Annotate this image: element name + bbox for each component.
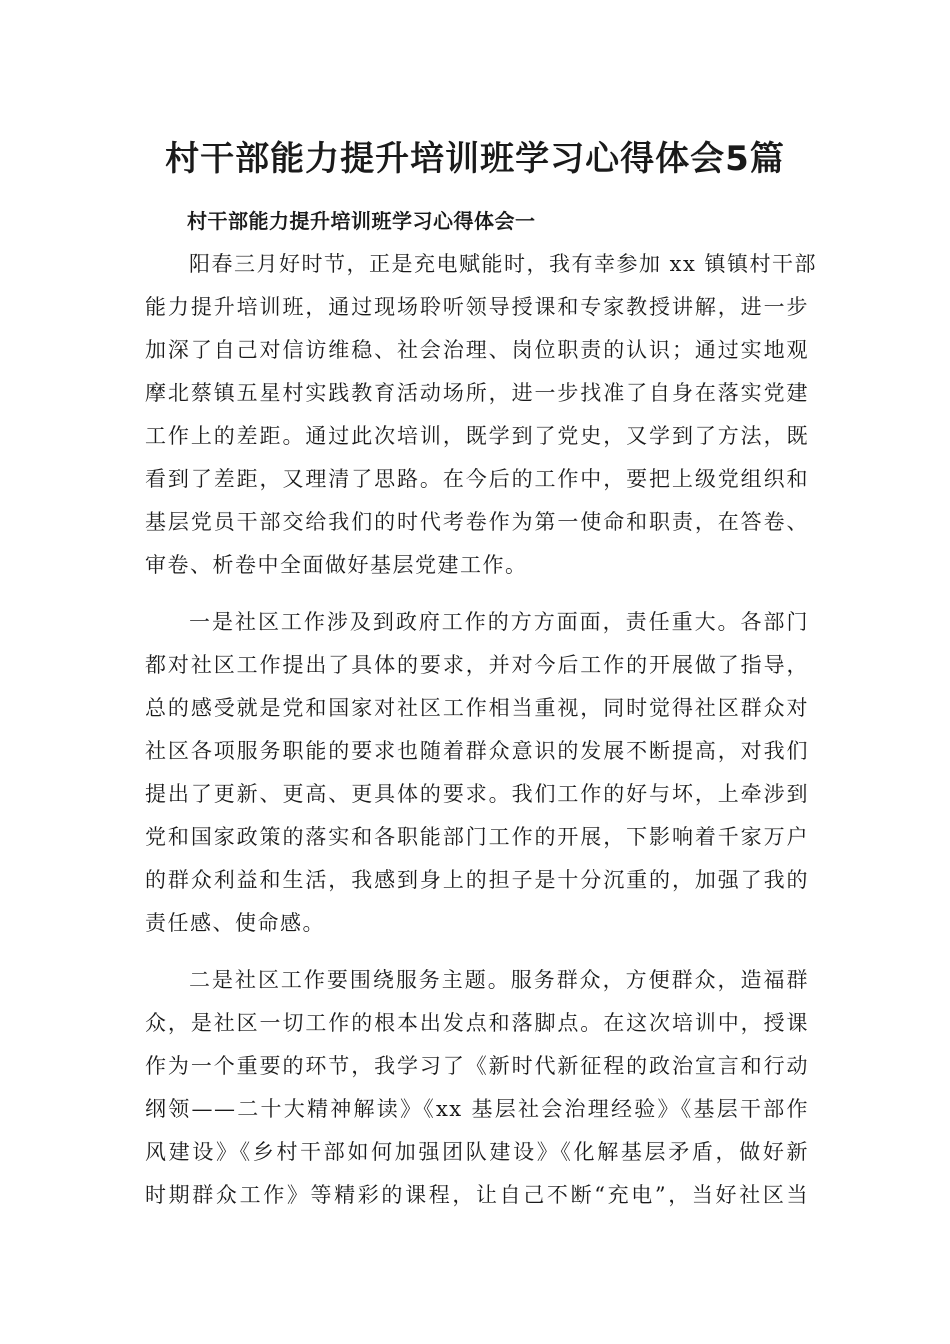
paragraph-3: [145, 959, 809, 1217]
paragraph-1: [145, 243, 818, 587]
paragraph-line: 社区各项服务职能的要求也随着群众意识的发展不断提高，对我们: [145, 739, 809, 763]
paragraph-line: 众，是社区一切工作的根本出发点和落脚点。在这次培训中，授课: [145, 1011, 809, 1035]
paragraph-line: 都对社区工作提出了具体的要求，并对今后工作的开展做了指导，: [145, 653, 809, 677]
paragraph-line: 能力提升培训班，通过现场聆听领导授课和专家教授讲解，进一步: [145, 295, 809, 319]
paragraph-line: 提出了更新、更高、更具体的要求。我们工作的好与坏，上牵涉到: [145, 782, 809, 806]
paragraph-line: 总的感受就是党和国家对社区工作相当重视，同时觉得社区群众对: [145, 696, 809, 720]
paragraph-line: 纲领——二十大精神解读》《xx 基层社会治理经验》《基层干部作: [145, 1097, 809, 1121]
paragraph-line: 加深了自己对信访维稳、社会治理、岗位职责的认识；通过实地观: [145, 338, 809, 362]
paragraph-line: 一是社区工作涉及到政府工作的方方面面，责任重大。各部门: [189, 610, 809, 634]
paragraph-line: 作为一个重要的环节，我学习了《新时代新征程的政治宣言和行动: [145, 1054, 809, 1078]
paragraph-line: 看到了差距，又理清了思路。在今后的工作中，要把上级党组织和: [145, 467, 809, 491]
paragraph-2: [145, 601, 809, 945]
paragraph-line: 阳春三月好时节，正是充电赋能时，我有幸参加 xx 镇镇村干部: [189, 252, 818, 276]
section-heading: 村干部能力提升培训班学习心得体会一: [187, 209, 536, 233]
paragraph-line: 党和国家政策的落实和各职能部门工作的开展，下影响着千家万户: [145, 825, 809, 849]
paragraph-line: 摩北蔡镇五星村实践教育活动场所，进一步找准了自身在落实党建: [145, 381, 809, 405]
paragraph-line: 基层党员干部交给我们的时代考卷作为第一使命和职责，在答卷、: [145, 510, 809, 534]
paragraph-line: 风建设》《乡村干部如何加强团队建设》《化解基层矛盾，做好新: [145, 1140, 809, 1164]
document-title: 村干部能力提升培训班学习心得体会5篇: [165, 139, 785, 179]
paragraph-line: 二是社区工作要围绕服务主题。服务群众，方便群众，造福群: [189, 968, 809, 992]
paragraph-line: 责任感、使命感。: [145, 911, 325, 935]
paragraph-line: 的群众利益和生活，我感到身上的担子是十分沉重的，加强了我的: [145, 868, 809, 892]
paragraph-line: 审卷、析卷中全面做好基层党建工作。: [145, 553, 528, 577]
paragraph-line: 工作上的差距。通过此次培训，既学到了党史，又学到了方法，既: [145, 424, 809, 448]
document-body: [145, 200, 818, 1231]
paragraph-line: 时期群众工作》等精彩的课程，让自己不断“充电”，当好社区当: [145, 1183, 809, 1207]
